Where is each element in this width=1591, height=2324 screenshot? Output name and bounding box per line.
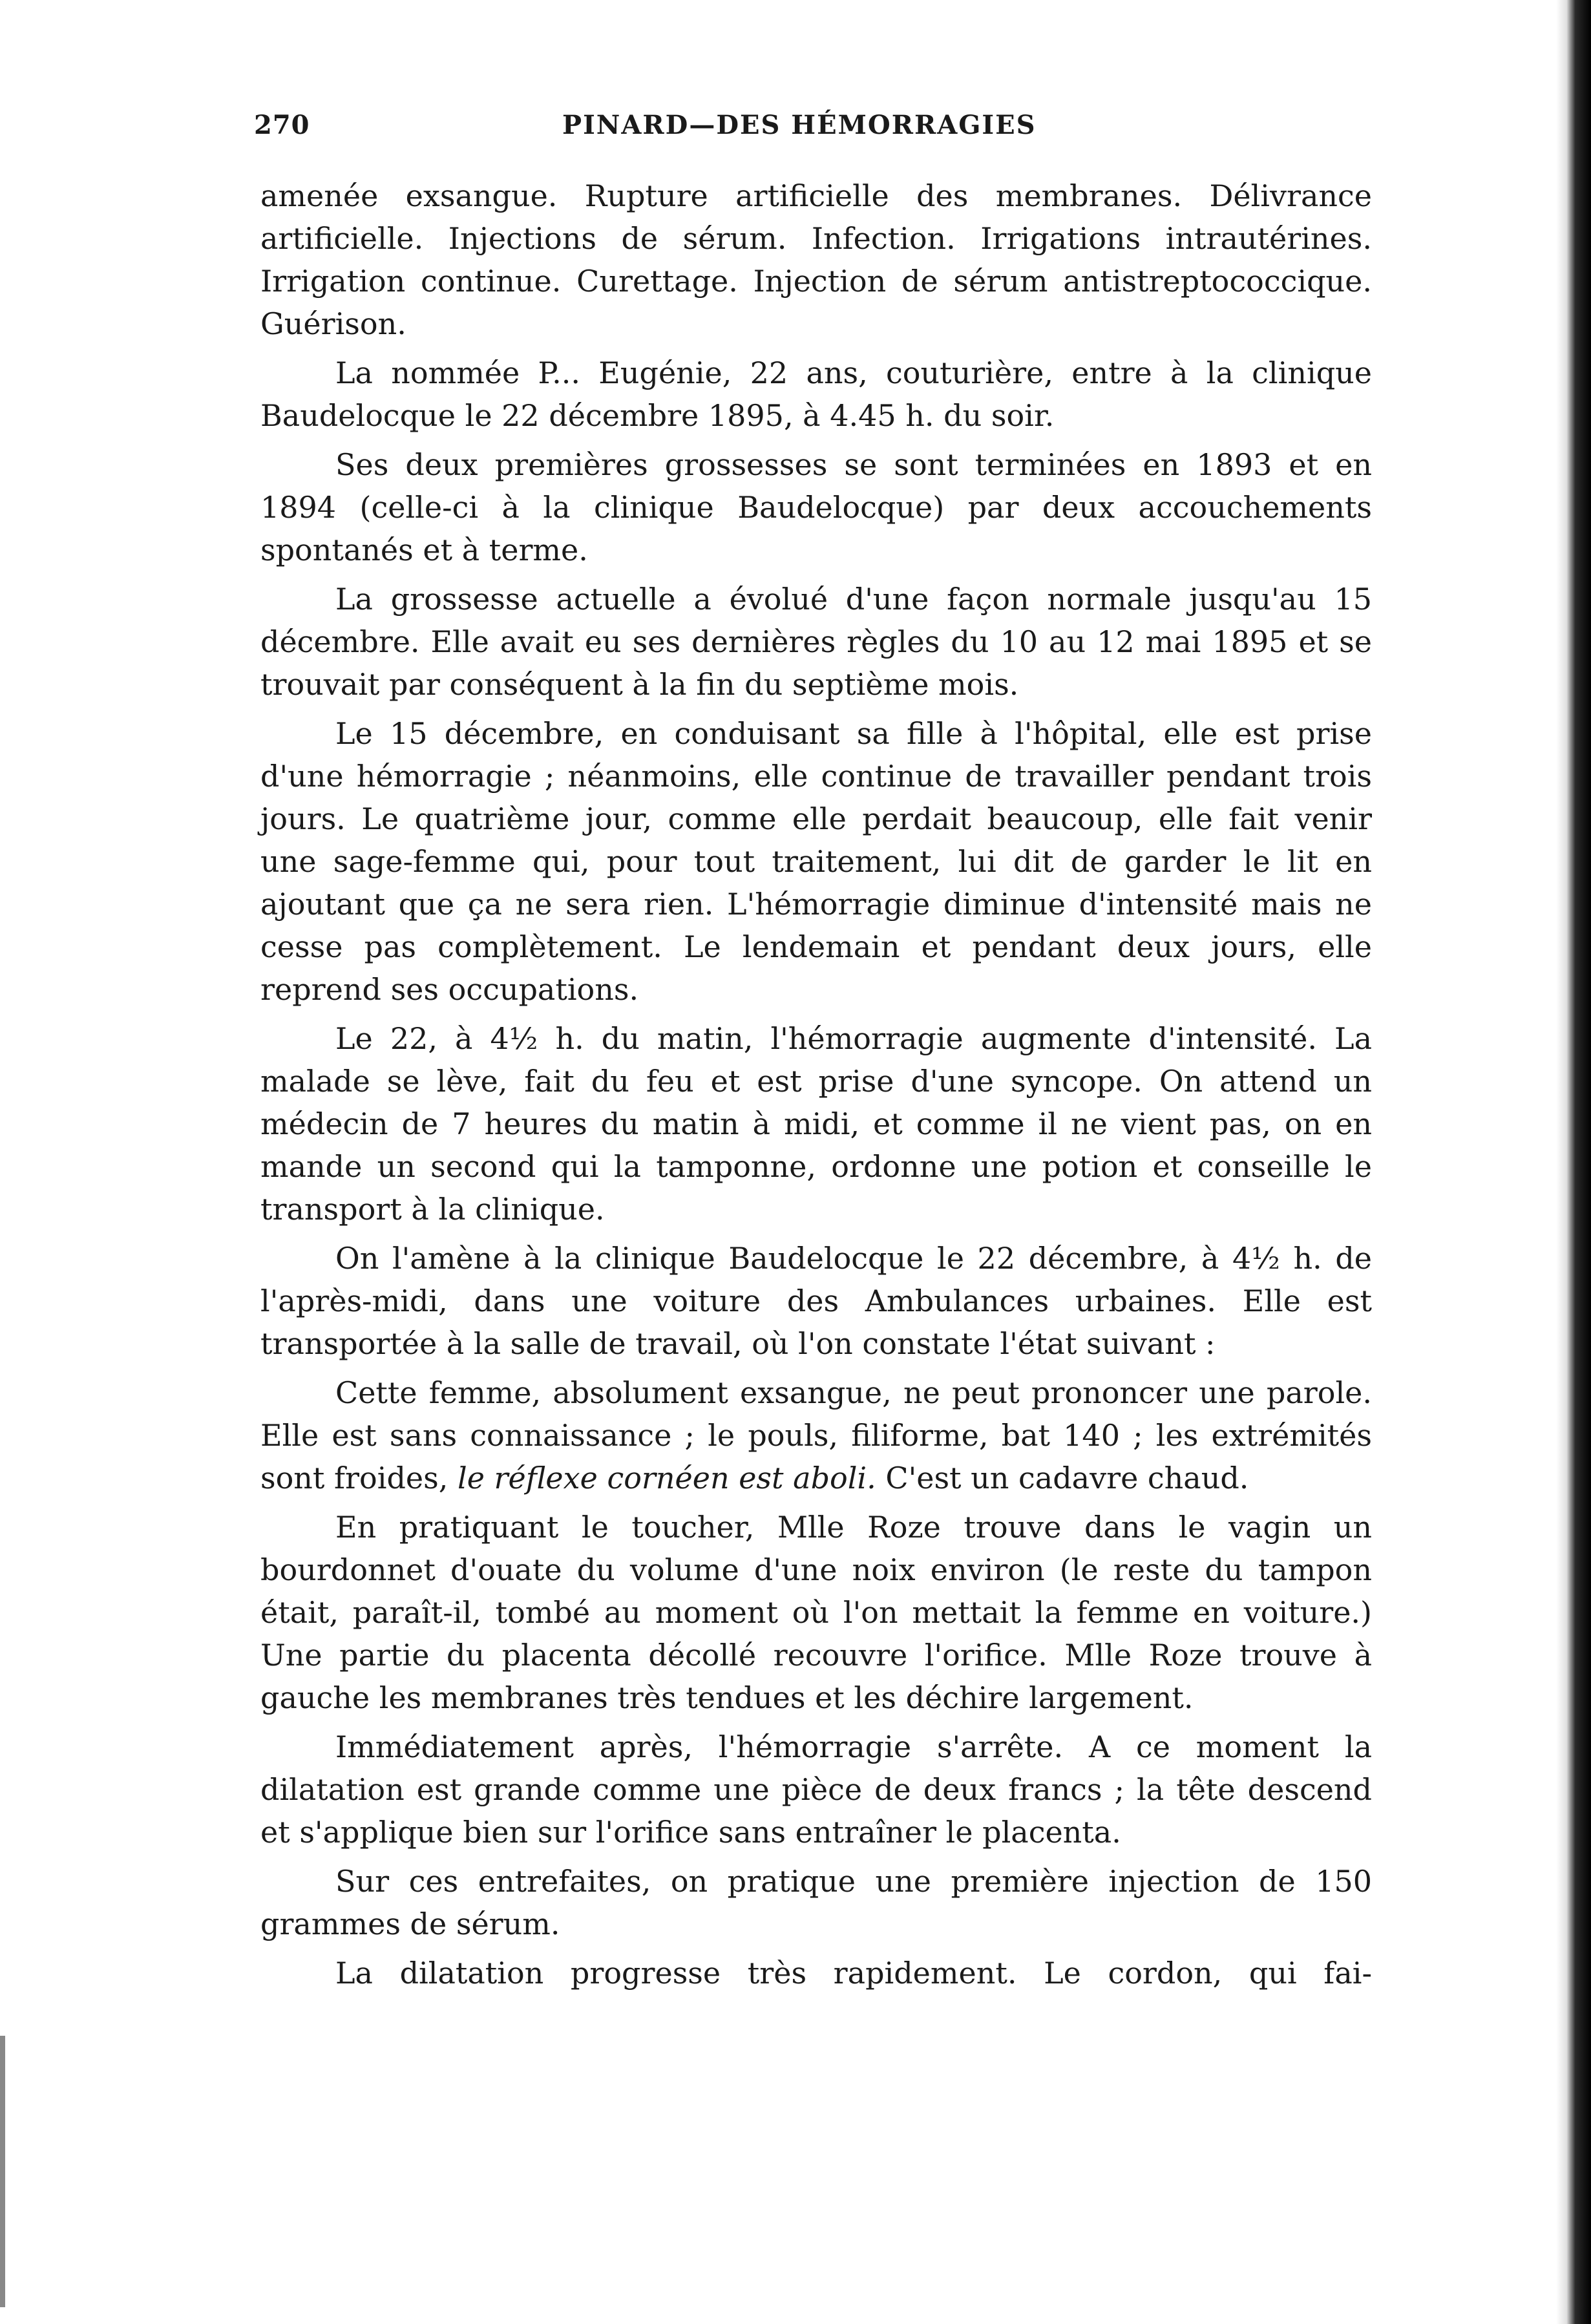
paragraph: amenée exsangue. Rupture artificielle des membranes. Délivrance artificielle. Injections de sérum. Infection. Irrigations intrautérines. Irrigation continue. Curettage. Injection de sérum antistreptococcique. Guérison.	[260, 178, 1372, 341]
paragraph-text: C'est un cadavre chaud.	[876, 1461, 1249, 1495]
paragraph: Sur ces entrefaites, on pratique une première injection de 150 grammes de sérum.	[260, 1864, 1372, 1941]
paragraph: Ses deux premières grossesses se sont terminées en 1893 et en 1894 (celle-ci à la clinique Baudelocque) par deux accouchements spontanés et à terme.	[260, 447, 1372, 567]
running-head: PINARD—DES HÉMORRAGIES	[562, 110, 1037, 140]
paragraph: Le 15 décembre, en conduisant sa fille à l'hôpital, elle est prise d'une hémorragie ; néanmoins, elle continue de travailler pendant trois jours. Le quatrième jour, comme elle perdait beaucoup, elle fait venir une sage-femme qui, pour tout traitement, lui dit de garder le lit en ajoutant que ça ne sera rien. L'hémorragie diminue d'intensité mais ne cesse pas complètement. Le lendemain et pendant deux jours, elle reprend ses occupations.	[260, 716, 1372, 1007]
paragraph	[260, 1371, 1372, 1499]
italic-text: le réflexe cornéen est aboli.	[457, 1461, 876, 1495]
scan-edge	[1556, 0, 1591, 2324]
paragraph: On l'amène à la clinique Baudelocque le 22 décembre, à 4½ h. de l'après-midi, dans une voiture des Ambulances urbaines. Elle est transportée à la salle de travail, où l'on constate l'état suivant :	[260, 1241, 1372, 1361]
text-block	[260, 174, 1372, 2001]
page-number: 270	[254, 110, 310, 140]
paragraph: Le 22, à 4½ h. du matin, l'hémorragie augmente d'intensité. La malade se lève, fait du feu et est prise d'une syncope. On attend un médecin de 7 heures du matin à midi, et comme il ne vient pas, on en mande un second qui la tamponne, ordonne une potion et conseille le transport à la clinique.	[260, 1021, 1372, 1227]
scan-mark	[0, 2036, 5, 2307]
paragraph: Immédiatement après, l'hémorragie s'arrête. A ce moment la dilatation est grande comme une pièce de deux francs ; la tête descend et s'applique bien sur l'orifice sans entraîner le placenta.	[260, 1729, 1372, 1850]
paragraph: La grossesse actuelle a évolué d'une façon normale jusqu'au 15 décembre. Elle avait eu ses dernières règles du 10 au 12 mai 1895 et se trouvait par conséquent à la fin du septième mois.	[260, 582, 1372, 702]
paragraph-text: Cette femme, absolument exsangue, ne peut prononcer une parole. Elle est sans connaissance ; le pouls, filiforme, bat 140 ; les extrémités sont froides,	[260, 1375, 1372, 1495]
paragraph: La dilatation progresse très rapidement. Le cordon, qui fai-	[335, 1956, 1372, 1991]
paragraph: La nommée P... Eugénie, 22 ans, couturière, entre à la clinique Baudelocque le 22 décembre 1895, à 4.45 h. du soir.	[260, 355, 1372, 433]
paragraph: En pratiquant le toucher, Mlle Roze trouve dans le vagin un bourdonnet d'ouate du volume d'une noix environ (le reste du tampon était, paraît-il, tombé au moment où l'on mettait la femme en voiture.) Une partie du placenta décollé recouvre l'orifice. Mlle Roze trouve à gauche les membranes très tendues et les déchire largement.	[260, 1510, 1372, 1715]
